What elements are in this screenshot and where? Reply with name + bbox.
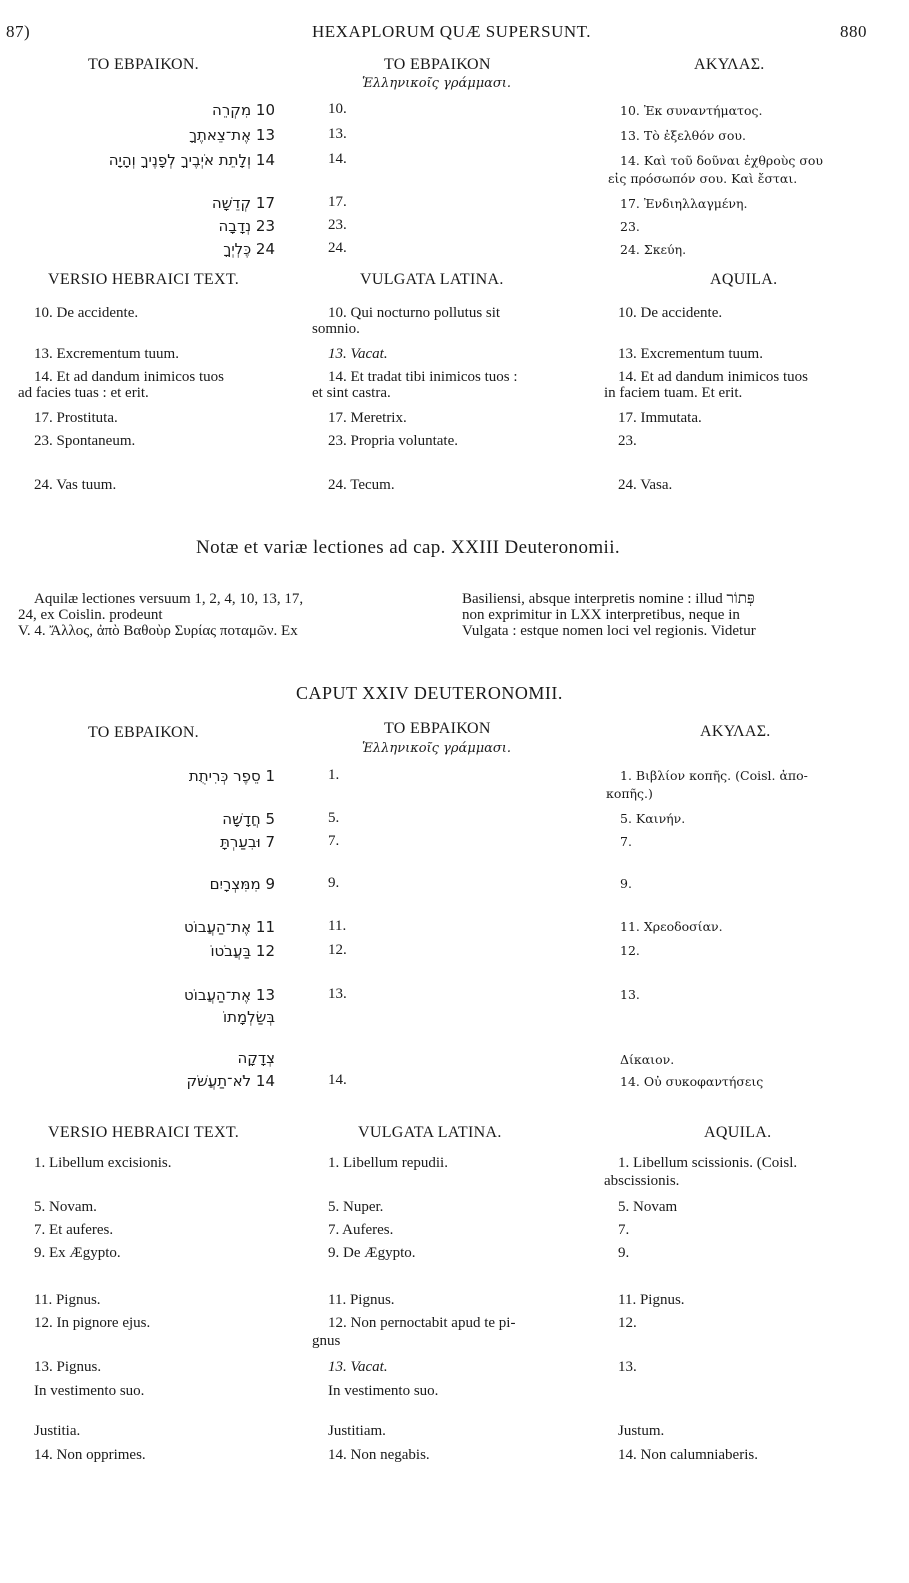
- s2-aquila-1-cont: κοπῆς.): [606, 786, 653, 801]
- s2-hebrew-7: 7 וּבִעַרְתָּ: [220, 833, 275, 851]
- notes-left-line-1: Aquilæ lectiones versuum 1, 2, 4, 10, 13, 17,: [34, 591, 304, 607]
- s1-aquila-lat-10: 10. De accidente.: [618, 305, 723, 321]
- s2-aquila-12: 12.: [620, 943, 640, 958]
- running-title: HEXAPLORUM QUÆ SUPERSUNT.: [312, 22, 592, 41]
- s2-hebrew-9: 9 מִמִּצְרָיִם: [209, 875, 275, 893]
- s1-hebrew-17: 17 קְדֵשָׁה: [211, 194, 275, 212]
- s1-aquila-13: 13. Τὸ ἐξελθόν σου.: [620, 128, 746, 143]
- notes-left-line-2: 24, ex Coislin. prodeunt: [18, 607, 163, 623]
- s2-hebrew-11: 11 אֶת־הַעֲבוֹט: [184, 918, 275, 936]
- s2-aquila-7: 7.: [620, 834, 632, 849]
- s1-versio-23: 23. Spontaneum.: [34, 433, 136, 449]
- s2-hebrew-tsedaqah: צְדָקָה: [237, 1049, 275, 1067]
- s2-aquila-lat-7: 7.: [618, 1222, 630, 1238]
- s2-aquila-lat-9: 9.: [618, 1245, 630, 1261]
- s1-aquila-14-cont: εἰς πρόσωπόν σου. Καὶ ἔσται.: [608, 171, 798, 186]
- s2-vulgata-14: 14. Non negabis.: [328, 1447, 430, 1463]
- s1-versio-24: 24. Vas tuum.: [34, 477, 117, 493]
- s2-vulgata-12-cont: gnus: [312, 1333, 341, 1349]
- s1-vulgata-17: 17. Meretrix.: [328, 410, 407, 426]
- s2-num-14: 14.: [328, 1072, 347, 1088]
- s1-aquila-17: 17. Ἐνδιηλλαγμένη.: [620, 196, 748, 211]
- s2-hebrew-13: 13 אֶת־הַעֲבוֹט: [184, 986, 275, 1004]
- s1-versio-13: 13. Excrementum tuum.: [34, 346, 179, 362]
- s2-hebrew-1: 1 סֵפֶר כְּרִיתֻת: [188, 767, 275, 785]
- s2-aquila-9: 9.: [620, 876, 632, 891]
- s1-versio-14: 14. Et ad dandum inimicos tuos: [34, 369, 224, 385]
- s2-hebrew-5: 5 חֲדָשָׁה: [222, 810, 275, 828]
- s2-hebrew-14: 14 לֹא־תַעֲשֹׁק: [186, 1072, 275, 1090]
- s2-head-vulgata: VULGATA LATINA.: [358, 1124, 502, 1141]
- s2-num-9: 9.: [328, 875, 340, 891]
- s2-aquila-lat-11: 11. Pignus.: [618, 1292, 685, 1308]
- s1-aquila-lat-13: 13. Excrementum tuum.: [618, 346, 763, 362]
- s1-head-versio: VERSIO HEBRAICI TEXT.: [48, 271, 240, 288]
- s1-num-24: 24.: [328, 240, 347, 256]
- notes-right-line-2: non exprimitur in LXX interpretibus, neque in: [462, 607, 740, 623]
- s2-aquila-lat-1-cont: abscissionis.: [604, 1173, 680, 1189]
- s1-aquila-lat-24: 24. Vasa.: [618, 477, 673, 493]
- s2-versio-14: 14. Non opprimes.: [34, 1447, 146, 1463]
- s2-col-head-hebrew: ΤΟ ΕΒΡΑΙΚΟΝ.: [88, 724, 199, 741]
- s1-aquila-lat-23: 23.: [618, 433, 637, 449]
- s2-versio-9: 9. Ex Ægypto.: [34, 1245, 121, 1261]
- s2-versio-13: 13. Pignus.: [34, 1359, 102, 1375]
- s2-col-subhead-greek: Ἑλληνικοῖς γράμμασι.: [362, 741, 512, 756]
- s2-num-5: 5.: [328, 810, 340, 826]
- s2-versio-5: 5. Novam.: [34, 1199, 97, 1215]
- s1-aquila-14: 14. Καὶ τοῦ δοῦναι ἐχθροὺς σου: [620, 153, 823, 168]
- s1-versio-14-cont: ad facies tuas : et erit.: [18, 385, 149, 401]
- notes-title: Notæ et variæ lectiones ad cap. XXIII Deuteronomii.: [196, 537, 621, 558]
- s1-num-17: 17.: [328, 194, 347, 210]
- s1-num-14: 14.: [328, 151, 347, 167]
- s2-vulgata-9: 9. De Ægypto.: [328, 1245, 416, 1261]
- col-head-greek: ΤΟ ΕΒΡΑΙΚΟΝ: [384, 56, 491, 73]
- s2-versio-7: 7. Et auferes.: [34, 1222, 114, 1238]
- s1-vulgata-24: 24. Tecum.: [328, 477, 395, 493]
- s2-vulgata-13-vestimento: In vestimento suo.: [328, 1383, 439, 1399]
- s2-vulgata-13: 13. Vacat.: [328, 1359, 388, 1375]
- s2-aquila-lat-12: 12.: [618, 1315, 637, 1331]
- s1-hebrew-10: 10 מִקְרֵה: [212, 101, 275, 119]
- s2-aquila-11: 11. Χρεοδοσίαν.: [620, 919, 723, 934]
- s2-aquila-lat-5: 5. Novam: [618, 1199, 678, 1215]
- s2-aquila-5: 5. Καινήν.: [620, 811, 686, 826]
- s1-vulgata-10-cont: somnio.: [312, 321, 360, 337]
- notes-right-line-1: Basiliensi, absque interpretis nomine : illud פְּתוֹר: [462, 591, 755, 607]
- s2-num-11: 11.: [328, 918, 347, 934]
- s2-vulgata-1: 1. Libellum repudii.: [328, 1155, 448, 1171]
- s2-aquila-dikaion: Δίκαιον.: [620, 1052, 675, 1067]
- s2-aquila-14: 14. Οὐ συκοφαντήσεις: [620, 1074, 764, 1089]
- s1-aquila-lat-14: 14. Et ad dandum inimicos tuos: [618, 369, 808, 385]
- s1-aquila-lat-17: 17. Immutata.: [618, 410, 702, 426]
- s1-head-aquila: AQUILA.: [710, 271, 778, 288]
- col-head-aquila: ΑΚΥΛΑΣ.: [694, 56, 765, 73]
- s2-vulgata-11: 11. Pignus.: [328, 1292, 395, 1308]
- s2-aquila-lat-justum: Justum.: [618, 1423, 665, 1439]
- s1-aquila-24: 24. Σκεύη.: [620, 242, 687, 257]
- s2-head-aquila: AQUILA.: [704, 1124, 772, 1141]
- s2-versio-justitia: Justitia.: [34, 1423, 81, 1439]
- s1-versio-17: 17. Prostituta.: [34, 410, 118, 426]
- page-number-right: 880: [840, 22, 867, 41]
- s2-aquila-1: 1. Βιβλίον κοπῆς. (Coisl. ἀπο-: [620, 768, 808, 783]
- s2-num-1: 1.: [328, 767, 340, 783]
- s2-num-7: 7.: [328, 833, 340, 849]
- s1-aquila-23: 23.: [620, 219, 640, 234]
- s2-vulgata-12: 12. Non pernoctabit apud te pi-: [328, 1315, 516, 1331]
- s2-hebrew-13-cont: בְּשַׂלְמָתוֹ: [223, 1008, 275, 1026]
- s2-aquila-lat-13: 13.: [618, 1359, 637, 1375]
- s1-vulgata-13: 13. Vacat.: [328, 346, 388, 362]
- s1-aquila-10: 10. Ἐκ συναντήματος.: [620, 103, 763, 118]
- s1-vulgata-14: 14. Et tradat tibi inimicos tuos :: [328, 369, 518, 385]
- s2-vulgata-5: 5. Nuper.: [328, 1199, 384, 1215]
- chapter-title: CAPUT XXIV DEUTERONOMII.: [296, 683, 563, 703]
- s1-hebrew-13: 13 אֶת־צֵאתֶךָ: [188, 126, 275, 144]
- s1-vulgata-14-cont: et sint castra.: [312, 385, 391, 401]
- s2-aquila-13: 13.: [620, 987, 640, 1002]
- s1-vulgata-10: 10. Qui nocturno pollutus sit: [328, 305, 501, 321]
- s2-aquila-lat-14: 14. Non calumniaberis.: [618, 1447, 758, 1463]
- s1-aquila-lat-14-cont: in faciem tuam. Et erit.: [604, 385, 743, 401]
- col-subhead-greek: Ἑλληνικοῖς γράμμασι.: [362, 76, 512, 91]
- s1-num-13: 13.: [328, 126, 347, 142]
- notes-right-line-3: Vulgata : estque nomen loci vel regionis. Videtur: [462, 623, 756, 639]
- notes-left-line-3: V. 4. Ἄλλος, ἀπὸ Βαθοὺρ Συρίας ποταμῶν. Ex: [18, 623, 298, 639]
- s1-hebrew-23: 23 נְדָבָה: [218, 217, 275, 235]
- s2-versio-11: 11. Pignus.: [34, 1292, 101, 1308]
- col-head-hebrew: ΤΟ ΕΒΡΑΙΚΟΝ.: [88, 56, 199, 73]
- s2-col-head-greek: ΤΟ ΕΒΡΑΙΚΟΝ: [384, 720, 491, 737]
- s2-col-head-aquila: ΑΚΥΛΑΣ.: [700, 723, 771, 740]
- s1-versio-10: 10. De accidente.: [34, 305, 139, 321]
- s2-versio-12: 12. In pignore ejus.: [34, 1315, 151, 1331]
- s1-head-vulgata: VULGATA LATINA.: [360, 271, 504, 288]
- s2-hebrew-12: 12 בַּעֲבֹטוֹ: [210, 942, 275, 960]
- s2-aquila-lat-1: 1. Libellum scissionis. (Coisl.: [618, 1155, 798, 1171]
- s1-hebrew-24: 24 כֶּלְיְךָ: [223, 240, 275, 258]
- s2-vulgata-7: 7. Auferes.: [328, 1222, 394, 1238]
- s2-head-versio: VERSIO HEBRAICI TEXT.: [48, 1124, 240, 1141]
- s2-versio-13-vestimento: In vestimento suo.: [34, 1383, 145, 1399]
- s2-vulgata-justitiam: Justitiam.: [328, 1423, 386, 1439]
- s1-vulgata-23: 23. Propria voluntate.: [328, 433, 458, 449]
- s1-num-23: 23.: [328, 217, 347, 233]
- s1-hebrew-14: 14 וְלָתֵת אֹיְבֶיךָ לְפָנֶיךָ וְהָיָה: [108, 151, 275, 169]
- s2-versio-1: 1. Libellum excisionis.: [34, 1155, 172, 1171]
- s2-num-13: 13.: [328, 986, 347, 1002]
- s2-num-12: 12.: [328, 942, 347, 958]
- s1-num-10: 10.: [328, 101, 347, 117]
- page-number-left: 87): [6, 22, 31, 41]
